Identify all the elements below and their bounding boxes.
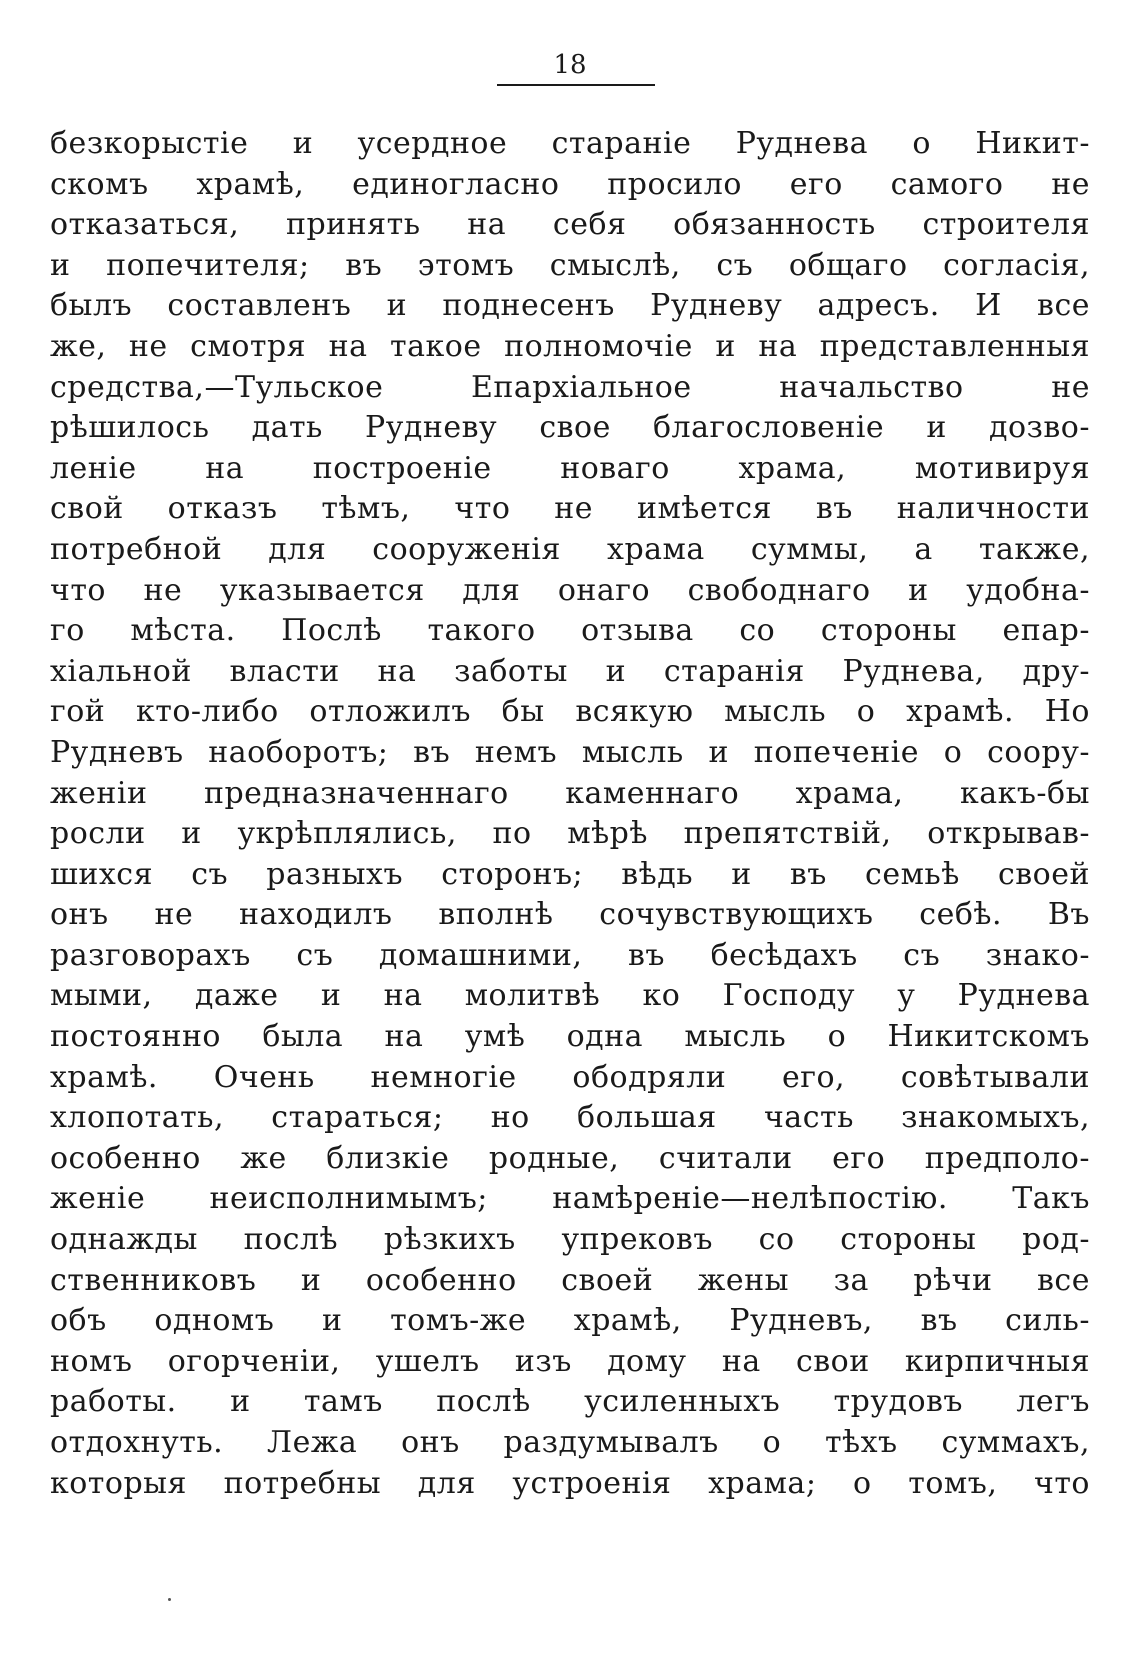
body-text [50,124,1090,1504]
text-line: храмѣ. Очень немногіе ободряли его, совѣтывали [50,1059,1090,1095]
page-number-rule [497,84,655,86]
text-line: объ одномъ и томъ-же храмѣ, Рудневъ, въ силь- [50,1303,1090,1339]
text-line: номъ огорченіи, ушелъ изъ дому на свои кирпичныя [50,1343,1090,1379]
text-line: свой отказъ тѣмъ, что не имѣется въ наличности [50,491,1090,527]
text-line: отдохнуть. Лежа онъ раздумывалъ о тѣхъ суммахъ, [50,1425,1090,1460]
text-line: онъ не находилъ вполнѣ сочувствующихъ себѣ. Въ [50,897,1090,933]
text-line: постоянно была на умѣ одна мысль о Никитскомъ [50,1019,1090,1055]
text-line: разговорахъ съ домашними, въ бесѣдахъ съ знако- [50,937,1090,973]
text-line: и попечителя; въ этомъ смыслѣ, съ общаго согласія, [50,247,1090,283]
text-line: хлопотать, стараться; но большая часть знакомыхъ, [50,1100,1090,1136]
text-line: росли и укрѣплялись, по мѣрѣ препятствій, открывав- [50,816,1090,852]
text-line: ственниковъ и особенно своей жены за рѣчи все [50,1262,1090,1298]
text-line: былъ составленъ и поднесенъ Рудневу адресъ. И все [50,288,1090,324]
text-line: женіи предназначеннаго каменнаго храма, какъ-бы [50,775,1090,811]
text-line: отказаться, принять на себя обязанность строителя [50,207,1090,243]
text-line: однажды послѣ рѣзкихъ упрековъ со стороны род- [50,1222,1090,1258]
text-line: скомъ храмѣ, единогласно просило его самого не [50,166,1090,202]
text-line: безкорыстіе и усердное стараніе Руднева о Никит- [50,126,1090,161]
print-speck [168,1598,171,1601]
text-line: средства,—Тульское Епархіальное начальство не [50,369,1090,405]
text-line: шихся съ разныхъ сторонъ; вѣдь и въ семьѣ своей [50,856,1090,892]
text-line: что не указывается для онаго свободнаго и удобна- [50,572,1090,608]
text-line: хіальной власти на заботы и старанія Руднева, дру- [50,653,1090,689]
text-line: работы. и тамъ послѣ усиленныхъ трудовъ легъ [50,1384,1090,1420]
text-line: потребной для сооруженія храма суммы, а также, [50,531,1090,567]
text-line: рѣшилось дать Рудневу свое благословеніе и дозво- [50,410,1090,446]
page-number: 18 [553,50,587,80]
text-line: особенно же близкіе родные, считали его предполо- [50,1140,1090,1176]
text-line: женіе неисполнимымъ; намѣреніе—нелѣпостію. Такъ [50,1181,1090,1217]
text-line: мыми, даже и на молитвѣ ко Господу у Руднева [50,978,1090,1014]
text-line: леніе на построеніе новаго храма, мотивируя [50,450,1090,486]
text-line: гой кто-либо отложилъ бы всякую мысль о храмѣ. Но [50,694,1090,730]
text-line: Рудневъ наоборотъ; въ немъ мысль и попеченіе о соору- [50,734,1090,770]
text-line: го мѣста. Послѣ такого отзыва со стороны епар- [50,613,1090,649]
text-line: же, не смотря на такое полномочіе и на представленныя [50,328,1090,364]
text-line: которыя потребны для устроенія храма; о томъ, что [50,1465,1090,1501]
